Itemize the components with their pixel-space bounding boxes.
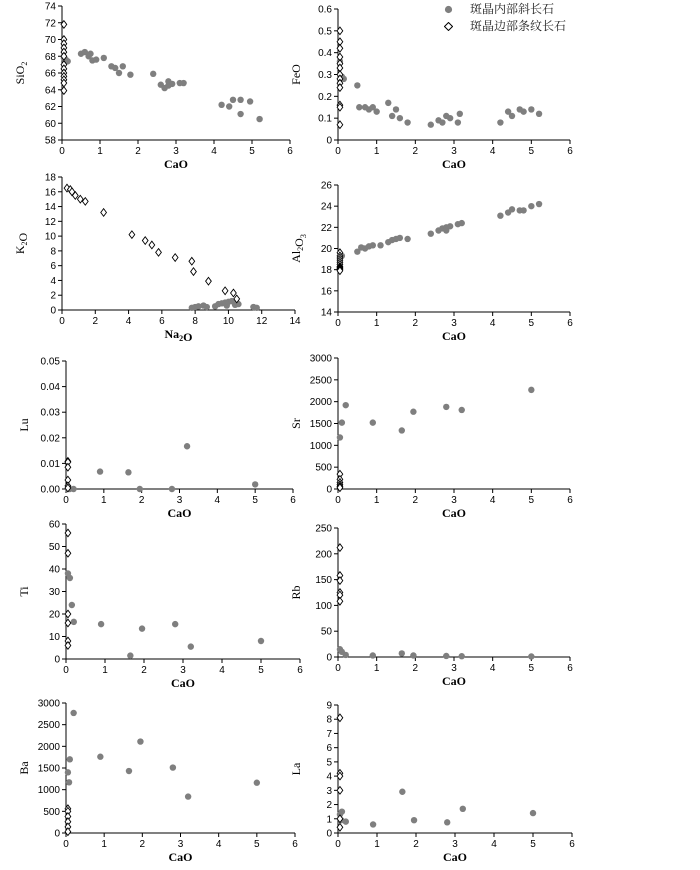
y-tick-label: 16 [44, 187, 56, 199]
y-tick-label: 2 [326, 800, 332, 812]
data-point-plagioclase [170, 764, 176, 770]
x-axis-label: CaO [442, 674, 466, 688]
y-axis-label: $Al_2O_3$ [289, 234, 308, 263]
y-tick-label: 500 [315, 462, 332, 474]
data-point-plagioclase [69, 602, 75, 608]
y-tick-label: 3000 [309, 353, 332, 365]
x-tick-label: 1 [101, 495, 107, 506]
data-point-plagioclase [339, 808, 345, 814]
data-point-plagioclase [258, 638, 264, 644]
scatter-panel-al2o3 [289, 181, 573, 344]
x-tick-label: 3 [451, 663, 457, 674]
data-point-plagioclase [397, 235, 403, 241]
data-point-plagioclase [530, 810, 536, 816]
y-tick-label: 1500 [309, 419, 332, 430]
x-tick-label: 14 [289, 316, 301, 327]
data-point-plagioclase [126, 768, 132, 774]
y-tick-label: 20 [320, 244, 332, 255]
scatter-panel-rb [289, 524, 573, 689]
data-point-plagioclase [459, 407, 465, 413]
data-point-perthite [222, 287, 228, 295]
data-point-plagioclase [520, 108, 526, 114]
y-tick-label: 64 [44, 85, 56, 97]
x-tick-label: 1 [102, 665, 108, 676]
data-point-plagioclase [370, 821, 376, 827]
y-tick-label: 2000 [37, 741, 60, 753]
x-axis-label: CaO [171, 676, 195, 690]
x-tick-label: 6 [567, 663, 573, 674]
data-point-plagioclase [188, 643, 194, 649]
y-tick-label: 22 [320, 222, 332, 234]
x-tick-label: 2 [141, 665, 147, 676]
data-point-plagioclase [343, 818, 349, 824]
data-point-plagioclase [536, 111, 542, 117]
x-tick-label: 5 [258, 665, 264, 676]
x-tick-label: 4 [211, 146, 217, 157]
data-point-plagioclase [184, 443, 190, 449]
data-point-perthite [172, 254, 178, 262]
x-tick-label: 0 [63, 665, 69, 676]
scatter-panel-sr [289, 354, 573, 521]
data-point-plagioclase [397, 115, 403, 121]
data-point-plagioclase [65, 769, 71, 775]
x-tick-label: 0 [335, 839, 341, 850]
x-tick-label: 6 [567, 495, 573, 506]
x-tick-label: 5 [254, 839, 260, 850]
x-tick-label: 2 [412, 663, 419, 674]
x-tick-label: 4 [489, 663, 496, 674]
y-tick-label: 30 [48, 587, 60, 598]
data-point-plagioclase [528, 203, 534, 209]
data-point-plagioclase [139, 625, 145, 631]
y-tick-label: 0.1 [318, 113, 332, 125]
x-tick-label: 1 [101, 839, 107, 850]
data-point-plagioclase [497, 212, 503, 218]
x-tick-label: 5 [249, 146, 255, 157]
scatter-panel-lu [17, 357, 296, 521]
data-point-plagioclase [444, 819, 450, 825]
data-point-plagioclase [97, 468, 103, 474]
x-tick-label: 4 [219, 665, 225, 676]
data-point-plagioclase [377, 242, 383, 248]
x-tick-label: 4 [491, 839, 497, 850]
y-axis-label: Ti [17, 586, 31, 597]
scatter-panel-ti [17, 520, 303, 691]
x-tick-label: 6 [297, 665, 303, 676]
y-tick-label: 0.6 [318, 4, 332, 16]
y-tick-label: 20 [48, 609, 60, 621]
data-point-plagioclase [93, 56, 99, 62]
y-tick-label: 0.03 [40, 407, 60, 419]
data-point-perthite [156, 249, 162, 257]
y-tick-label: 2000 [309, 397, 332, 409]
open-diamond-icon [444, 22, 453, 31]
y-tick-label: 70 [44, 35, 56, 46]
x-tick-label: 8 [192, 316, 198, 327]
y-tick-label: 18 [320, 265, 332, 277]
y-tick-label: 72 [44, 18, 56, 30]
y-tick-label: 0.04 [40, 382, 60, 394]
x-tick-label: 2 [92, 316, 99, 327]
y-axis-label: Sr [289, 418, 303, 429]
y-tick-label: 14 [44, 202, 56, 214]
data-point-plagioclase [137, 486, 143, 492]
y-tick-label: 9 [326, 700, 332, 712]
y-tick-label: 60 [48, 519, 60, 531]
y-tick-label: 0 [326, 484, 332, 496]
data-point-plagioclase [443, 653, 449, 659]
data-point-plagioclase [497, 119, 503, 125]
x-tick-label: 4 [489, 318, 496, 329]
filled-circle-icon [444, 5, 453, 14]
x-tick-label: 1 [373, 146, 380, 157]
x-tick-label: 0 [335, 146, 341, 157]
y-tick-label: 200 [315, 549, 332, 561]
data-point-plagioclase [70, 710, 76, 716]
y-tick-label: 0 [54, 654, 60, 666]
data-point-perthite [149, 241, 155, 249]
x-tick-label: 1 [374, 839, 380, 850]
data-point-plagioclase [226, 103, 232, 109]
y-tick-label: 1000 [309, 440, 332, 452]
x-tick-label: 1 [373, 318, 380, 329]
x-tick-label: 2 [139, 839, 146, 850]
scatter-panel-sio2 [13, 2, 293, 172]
y-tick-label: 500 [43, 806, 60, 818]
data-point-plagioclase [439, 119, 445, 125]
y-axis-label: Lu [17, 418, 31, 432]
data-point-plagioclase [373, 108, 379, 114]
data-point-plagioclase [399, 650, 405, 656]
y-tick-label: 62 [44, 102, 56, 113]
x-tick-label: 2 [412, 495, 419, 506]
data-point-plagioclase [67, 756, 73, 762]
data-point-plagioclase [87, 51, 93, 57]
y-tick-label: 68 [44, 51, 56, 63]
data-point-plagioclase [125, 469, 131, 475]
x-axis-label: CaO [442, 506, 466, 520]
data-point-plagioclase [411, 817, 417, 823]
x-tick-label: 3 [180, 665, 186, 676]
data-point-perthite [206, 277, 212, 285]
data-point-plagioclase [455, 119, 461, 125]
x-tick-label: 1 [97, 146, 103, 157]
y-tick-label: 150 [315, 575, 332, 587]
y-tick-label: 0 [326, 652, 332, 664]
data-point-plagioclase [404, 119, 410, 125]
x-tick-label: 0 [335, 495, 341, 506]
x-axis-label: CaO [442, 157, 466, 171]
data-point-plagioclase [185, 793, 191, 799]
y-axis-label: Rb [289, 585, 303, 600]
data-point-plagioclase [169, 486, 175, 492]
data-point-plagioclase [256, 116, 262, 122]
y-tick-label: 10 [44, 231, 56, 243]
data-point-plagioclase [116, 70, 122, 76]
y-tick-label: 50 [48, 542, 60, 553]
y-axis-label: $K_2O$ [13, 232, 30, 255]
data-point-plagioclase [520, 207, 526, 213]
x-tick-label: 5 [528, 495, 535, 506]
data-point-plagioclase [172, 621, 178, 627]
data-point-perthite [189, 257, 195, 265]
x-tick-label: 3 [451, 318, 457, 329]
y-tick-label: 0 [54, 828, 60, 840]
y-tick-label: 0.4 [318, 48, 332, 60]
data-point-perthite [101, 209, 107, 217]
data-point-plagioclase [247, 98, 253, 104]
data-point-plagioclase [509, 113, 515, 119]
data-point-plagioclase [71, 619, 77, 625]
x-axis-label: CaO [164, 157, 188, 171]
data-point-plagioclase [389, 113, 395, 119]
x-tick-label: 0 [335, 663, 341, 674]
x-tick-label: 4 [489, 146, 496, 157]
x-tick-label: 3 [177, 839, 184, 850]
data-point-plagioclase [399, 427, 405, 433]
scatter-panel-la [289, 701, 575, 865]
x-tick-label: 4 [214, 495, 221, 506]
data-point-perthite [231, 289, 237, 297]
data-point-plagioclase [509, 206, 515, 212]
y-tick-label: 18 [44, 172, 56, 184]
x-tick-label: 10 [222, 316, 234, 327]
x-tick-label: 6 [159, 316, 165, 327]
data-point-plagioclase [98, 621, 104, 627]
data-point-plagioclase [370, 242, 376, 248]
data-point-plagioclase [354, 82, 360, 88]
y-tick-label: 1000 [37, 785, 60, 797]
data-point-plagioclase [339, 419, 345, 425]
y-tick-label: 26 [320, 180, 332, 192]
data-point-plagioclase [66, 779, 72, 785]
data-point-plagioclase [180, 80, 186, 86]
y-tick-label: 6 [326, 743, 332, 755]
x-tick-label: 1 [373, 663, 380, 674]
x-tick-label: 4 [215, 839, 222, 850]
data-point-plagioclase [343, 402, 349, 408]
legend-label: 斑晶边部条纹长石 [470, 19, 567, 33]
x-axis-label: $Na_2O$ [164, 327, 193, 344]
data-point-perthite [129, 231, 135, 239]
data-point-plagioclase [459, 220, 465, 226]
y-tick-label: 8 [50, 246, 56, 258]
data-point-plagioclase [399, 789, 405, 795]
data-point-perthite [142, 237, 148, 245]
y-axis-label: FeO [289, 64, 303, 85]
y-tick-label: 16 [320, 286, 332, 298]
data-point-plagioclase [428, 230, 434, 236]
x-tick-label: 5 [528, 663, 535, 674]
y-tick-label: 6 [50, 261, 56, 273]
data-point-plagioclase [254, 780, 260, 786]
x-tick-label: 6 [287, 146, 293, 157]
x-axis-label: CaO [167, 506, 192, 520]
y-tick-label: 0 [50, 305, 56, 317]
x-tick-label: 0 [63, 839, 69, 850]
data-point-perthite [191, 268, 197, 276]
data-point-plagioclase [428, 122, 434, 128]
data-point-plagioclase [370, 652, 376, 658]
data-point-plagioclase [101, 55, 107, 61]
x-tick-label: 6 [567, 318, 573, 329]
y-tick-label: 0.3 [318, 70, 332, 81]
data-point-plagioclase [536, 201, 542, 207]
x-tick-label: 3 [451, 495, 457, 506]
data-point-plagioclase [70, 486, 76, 492]
data-point-plagioclase [385, 100, 391, 106]
y-tick-label: 0.5 [318, 26, 332, 38]
data-point-plagioclase [204, 304, 210, 310]
data-point-plagioclase [127, 71, 133, 77]
data-point-plagioclase [67, 575, 73, 581]
data-point-plagioclase [169, 81, 175, 87]
legend [444, 0, 694, 36]
y-tick-label: 10 [48, 632, 60, 643]
data-point-plagioclase [356, 104, 362, 110]
x-tick-label: 0 [59, 316, 65, 327]
x-tick-label: 6 [569, 839, 575, 850]
y-tick-label: 58 [44, 135, 56, 147]
data-point-plagioclase [370, 419, 376, 425]
data-point-plagioclase [528, 653, 534, 659]
x-tick-label: 6 [290, 495, 296, 506]
y-axis-label: Ba [17, 761, 31, 775]
y-tick-label: 0.2 [318, 91, 332, 103]
y-tick-label: 8 [326, 714, 332, 726]
x-tick-label: 2 [413, 839, 419, 850]
x-tick-label: 3 [173, 146, 179, 157]
data-point-plagioclase [237, 111, 243, 117]
x-tick-label: 4 [489, 495, 496, 506]
data-point-plagioclase [150, 71, 156, 77]
y-tick-label: 1500 [37, 763, 60, 775]
data-point-plagioclase [137, 738, 143, 744]
y-axis-label: La [289, 762, 303, 776]
x-tick-label: 2 [412, 318, 419, 329]
y-tick-label: 2500 [309, 375, 332, 387]
data-point-plagioclase [230, 97, 236, 103]
y-tick-label: 24 [320, 201, 332, 213]
y-tick-label: 0.02 [40, 433, 60, 445]
x-axis-label: CaO [443, 850, 467, 864]
x-tick-label: 1 [373, 495, 380, 506]
x-tick-label: 12 [256, 316, 268, 327]
x-tick-label: 3 [452, 839, 458, 850]
y-tick-label: 12 [44, 216, 56, 228]
data-point-plagioclase [127, 652, 133, 658]
data-point-plagioclase [443, 404, 449, 410]
x-tick-label: 0 [59, 146, 65, 157]
data-point-plagioclase [528, 387, 534, 393]
x-tick-label: 5 [530, 839, 536, 850]
y-tick-label: 0 [326, 135, 332, 147]
y-tick-label: 50 [320, 626, 332, 638]
data-point-plagioclase [404, 236, 410, 242]
data-point-plagioclase [337, 434, 343, 440]
y-tick-label: 100 [315, 600, 332, 612]
data-point-plagioclase [459, 653, 465, 659]
y-tick-label: 0.00 [40, 484, 60, 496]
data-point-plagioclase [460, 806, 466, 812]
x-tick-label: 0 [63, 495, 69, 506]
y-tick-label: 66 [44, 68, 56, 80]
x-tick-label: 3 [451, 146, 457, 157]
y-tick-label: 250 [315, 523, 332, 535]
y-tick-label: 14 [320, 307, 332, 319]
x-tick-label: 6 [567, 146, 573, 157]
data-point-plagioclase [254, 305, 260, 311]
y-tick-label: 74 [44, 1, 56, 13]
x-tick-label: 2 [135, 146, 141, 157]
y-axis-label: SiO$_2$ [13, 61, 29, 85]
y-tick-label: 60 [44, 118, 56, 130]
data-point-plagioclase [410, 409, 416, 415]
y-tick-label: 3000 [37, 698, 60, 710]
y-tick-label: 4 [50, 275, 56, 287]
y-tick-label: 0.05 [40, 356, 60, 368]
data-point-plagioclase [447, 115, 453, 121]
x-tick-label: 2 [412, 146, 419, 157]
y-tick-label: 1 [326, 814, 332, 826]
data-point-plagioclase [237, 97, 243, 103]
data-point-plagioclase [218, 102, 224, 108]
x-tick-label: 4 [125, 316, 132, 327]
y-tick-label: 7 [326, 728, 332, 740]
x-tick-label: 6 [292, 839, 298, 850]
data-point-plagioclase [97, 754, 103, 760]
data-point-plagioclase [447, 223, 453, 229]
x-tick-label: 2 [138, 495, 145, 506]
y-tick-label: 2 [50, 290, 56, 302]
y-tick-label: 4 [326, 771, 332, 783]
data-point-plagioclase [457, 111, 463, 117]
x-axis-label: CaO [442, 329, 466, 343]
y-tick-label: 0.01 [40, 458, 60, 470]
x-tick-label: 5 [528, 146, 535, 157]
x-tick-label: 5 [528, 318, 535, 329]
legend-label: 斑晶内部斜长石 [470, 2, 555, 16]
x-tick-label: 0 [335, 318, 341, 329]
data-point-plagioclase [252, 481, 258, 487]
y-tick-label: 0 [326, 828, 332, 840]
scatter-panel-k2o [13, 173, 301, 345]
data-point-plagioclase [120, 63, 126, 69]
x-axis-label: CaO [168, 850, 193, 864]
data-point-plagioclase [528, 106, 534, 112]
x-tick-label: 5 [252, 495, 258, 506]
x-tick-label: 3 [176, 495, 183, 506]
data-point-plagioclase [343, 652, 349, 658]
scatter-panel-ba [17, 699, 298, 865]
y-tick-label: 40 [48, 564, 60, 576]
y-tick-label: 5 [326, 757, 332, 769]
data-point-plagioclase [410, 652, 416, 658]
y-tick-label: 3 [326, 785, 332, 797]
y-tick-label: 2500 [37, 720, 60, 732]
data-point-plagioclase [393, 106, 399, 112]
